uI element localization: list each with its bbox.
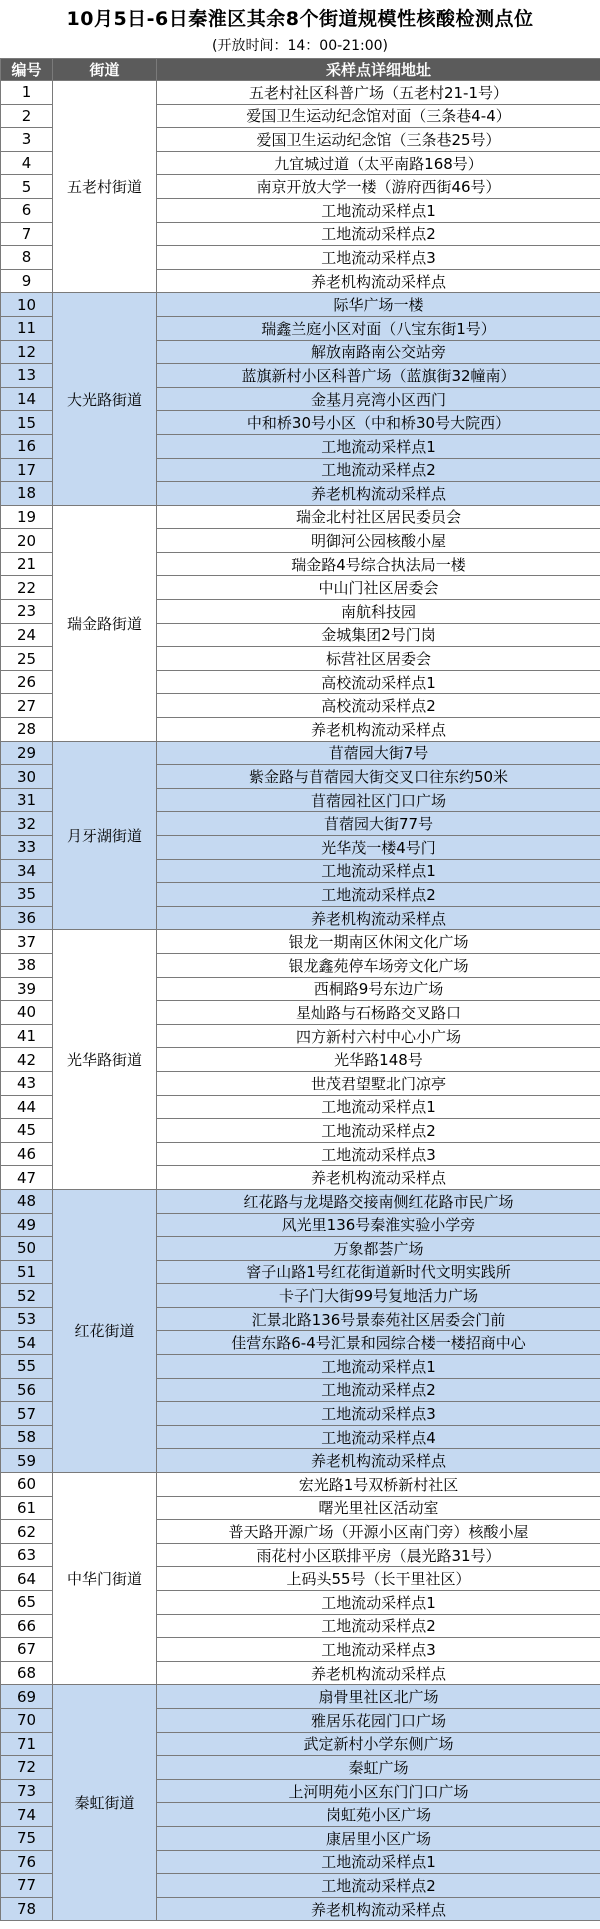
site-number-cell: 17 [1, 458, 53, 482]
page-title: 10月5日-6日秦淮区其余8个街道规模性核酸检测点位 [66, 8, 534, 30]
site-number-cell: 29 [1, 741, 53, 765]
site-number-cell: 54 [1, 1331, 53, 1355]
site-number-cell: 7 [1, 222, 53, 246]
table-row [1, 1189, 600, 1213]
site-number-cell: 22 [1, 576, 53, 600]
table-row [1, 505, 600, 529]
table-row [1, 1473, 600, 1497]
site-number-cell: 70 [1, 1708, 53, 1732]
site-address-cell: 瑞金路4号综合执法局一楼 [157, 552, 600, 576]
street-name-cell: 中华门街道 [53, 1473, 157, 1685]
site-number-cell: 24 [1, 623, 53, 647]
site-address-cell: 佳营东路6-4号汇景和园综合楼一楼招商中心 [157, 1331, 600, 1355]
street-name-cell: 瑞金路街道 [53, 505, 157, 741]
site-address-cell: 高校流动采样点1 [157, 670, 600, 694]
table-row [1, 741, 600, 765]
street-name-cell: 大光路街道 [53, 293, 157, 505]
site-address-cell: 工地流动采样点2 [157, 1119, 600, 1143]
site-number-cell: 57 [1, 1402, 53, 1426]
site-address-cell: 工地流动采样点1 [157, 1355, 600, 1379]
site-address-cell: 卡子门大街99号复地活力广场 [157, 1284, 600, 1308]
site-number-cell: 2 [1, 104, 53, 128]
site-address-cell: 养老机构流动采样点 [157, 269, 600, 293]
site-address-cell: 工地流动采样点1 [157, 198, 600, 222]
site-address-cell: 扇骨里社区北广场 [157, 1685, 600, 1709]
site-address-cell: 星灿路与石杨路交叉路口 [157, 1001, 600, 1025]
site-address-cell: 苜蓿园大街7号 [157, 741, 600, 765]
site-number-cell: 47 [1, 1166, 53, 1190]
site-number-cell: 76 [1, 1850, 53, 1874]
site-number-cell: 19 [1, 505, 53, 529]
site-number-cell: 42 [1, 1048, 53, 1072]
site-address-cell: 紫金路与苜蓿园大街交叉口往东约50米 [157, 765, 600, 789]
site-number-cell: 27 [1, 694, 53, 718]
site-address-cell: 工地流动采样点3 [157, 1402, 600, 1426]
site-number-cell: 16 [1, 434, 53, 458]
site-number-cell: 72 [1, 1756, 53, 1780]
site-address-cell: 银龙一期南区休闲文化广场 [157, 930, 600, 954]
site-number-cell: 44 [1, 1095, 53, 1119]
site-number-cell: 41 [1, 1024, 53, 1048]
site-number-cell: 62 [1, 1520, 53, 1544]
site-address-cell: 岗虹苑小区广场 [157, 1803, 600, 1827]
site-number-cell: 18 [1, 482, 53, 506]
site-address-cell: 万象都荟广场 [157, 1237, 600, 1261]
site-number-cell: 10 [1, 293, 53, 317]
site-address-cell: 养老机构流动采样点 [157, 1166, 600, 1190]
site-address-cell: 南航科技园 [157, 600, 600, 624]
street-name-cell: 光华路街道 [53, 930, 157, 1190]
site-address-cell: 四方新村六村中心小广场 [157, 1024, 600, 1048]
site-number-cell: 73 [1, 1779, 53, 1803]
site-number-cell: 58 [1, 1425, 53, 1449]
site-number-cell: 60 [1, 1473, 53, 1497]
site-number-cell: 9 [1, 269, 53, 293]
site-number-cell: 3 [1, 128, 53, 152]
site-address-cell: 普天路开源广场（开源小区南门旁）核酸小屋 [157, 1520, 600, 1544]
site-address-cell: 上码头55号（长干里社区） [157, 1567, 600, 1591]
site-number-cell: 30 [1, 765, 53, 789]
testing-sites-table [0, 58, 600, 1921]
site-address-cell: 瑞鑫兰庭小区对面（八宝东街1号） [157, 316, 600, 340]
site-address-cell: 工地流动采样点1 [157, 1095, 600, 1119]
table-body [1, 81, 600, 1921]
site-number-cell: 45 [1, 1119, 53, 1143]
table-row [1, 1685, 600, 1709]
site-number-cell: 74 [1, 1803, 53, 1827]
site-address-cell: 世茂君望墅北门凉亭 [157, 1071, 600, 1095]
site-address-cell: 工地流动采样点1 [157, 859, 600, 883]
site-number-cell: 69 [1, 1685, 53, 1709]
site-address-cell: 瑞金北村社区居民委员会 [157, 505, 600, 529]
site-address-cell: 风光里136号秦淮实验小学旁 [157, 1213, 600, 1237]
site-address-cell: 宏光路1号双桥新村社区 [157, 1473, 600, 1497]
site-number-cell: 12 [1, 340, 53, 364]
site-address-cell: 上河明苑小区东门门口广场 [157, 1779, 600, 1803]
site-number-cell: 4 [1, 151, 53, 175]
site-address-cell: 明御河公园核酸小屋 [157, 529, 600, 553]
site-address-cell: 雅居乐花园门口广场 [157, 1708, 600, 1732]
site-address-cell: 五老村社区科普广场（五老村21-1号） [157, 81, 600, 105]
site-address-cell: 红花路与龙堤路交接南侧红花路市民广场 [157, 1189, 600, 1213]
site-number-cell: 33 [1, 836, 53, 860]
street-name-cell: 秦虹街道 [53, 1685, 157, 1921]
site-address-cell: 工地流动采样点4 [157, 1425, 600, 1449]
site-number-cell: 11 [1, 316, 53, 340]
site-number-cell: 6 [1, 198, 53, 222]
site-number-cell: 52 [1, 1284, 53, 1308]
site-number-cell: 21 [1, 552, 53, 576]
site-number-cell: 14 [1, 387, 53, 411]
site-number-cell: 59 [1, 1449, 53, 1473]
site-number-cell: 67 [1, 1638, 53, 1662]
site-address-cell: 工地流动采样点1 [157, 1850, 600, 1874]
site-address-cell: 标营社区居委会 [157, 647, 600, 671]
site-number-cell: 66 [1, 1614, 53, 1638]
site-number-cell: 36 [1, 906, 53, 930]
site-address-cell: 工地流动采样点3 [157, 1142, 600, 1166]
table-row [1, 81, 600, 105]
site-address-cell: 西桐路9号东边广场 [157, 977, 600, 1001]
site-number-cell: 51 [1, 1260, 53, 1284]
site-address-cell: 金城集团2号门岗 [157, 623, 600, 647]
site-number-cell: 5 [1, 175, 53, 199]
site-number-cell: 75 [1, 1826, 53, 1850]
site-number-cell: 78 [1, 1897, 53, 1921]
table-header-row [1, 59, 600, 81]
site-address-cell: 解放南路南公交站旁 [157, 340, 600, 364]
column-header-street: 街道 [53, 59, 157, 81]
table-row [1, 293, 600, 317]
site-address-cell: 工地流动采样点2 [157, 883, 600, 907]
site-address-cell: 窨子山路1号红花街道新时代文明实践所 [157, 1260, 600, 1284]
site-address-cell: 康居里小区广场 [157, 1826, 600, 1850]
site-address-cell: 工地流动采样点2 [157, 1874, 600, 1898]
site-address-cell: 爱国卫生运动纪念馆对面（三条巷4-4） [157, 104, 600, 128]
site-address-cell: 汇景北路136号景泰苑社区居委会门前 [157, 1307, 600, 1331]
site-address-cell: 工地流动采样点3 [157, 1638, 600, 1662]
column-header-address: 采样点详细地址 [157, 59, 600, 81]
site-address-cell: 中和桥30号小区（中和桥30号大院西） [157, 411, 600, 435]
column-header-number: 编号 [1, 59, 53, 81]
street-name-cell: 红花街道 [53, 1189, 157, 1472]
site-number-cell: 65 [1, 1591, 53, 1615]
site-address-cell: 工地流动采样点1 [157, 434, 600, 458]
street-name-cell: 月牙湖街道 [53, 741, 157, 930]
site-address-cell: 养老机构流动采样点 [157, 1897, 600, 1921]
site-address-cell: 养老机构流动采样点 [157, 1449, 600, 1473]
site-number-cell: 43 [1, 1071, 53, 1095]
site-address-cell: 苜蓿园大街77号 [157, 812, 600, 836]
site-number-cell: 23 [1, 600, 53, 624]
site-address-cell: 光华茂一楼4号门 [157, 836, 600, 860]
street-name-cell: 五老村街道 [53, 81, 157, 293]
site-address-cell: 曙光里社区活动室 [157, 1496, 600, 1520]
site-number-cell: 13 [1, 364, 53, 388]
site-address-cell: 南京开放大学一楼（游府西街46号） [157, 175, 600, 199]
site-address-cell: 蓝旗新村小区科普广场（蓝旗街32幢南） [157, 364, 600, 388]
site-number-cell: 34 [1, 859, 53, 883]
table-row [1, 930, 600, 954]
site-address-cell: 爱国卫生运动纪念馆（三条巷25号） [157, 128, 600, 152]
site-address-cell: 际华广场一楼 [157, 293, 600, 317]
site-number-cell: 20 [1, 529, 53, 553]
site-address-cell: 光华路148号 [157, 1048, 600, 1072]
site-address-cell: 秦虹广场 [157, 1756, 600, 1780]
site-number-cell: 32 [1, 812, 53, 836]
site-address-cell: 工地流动采样点2 [157, 458, 600, 482]
site-number-cell: 31 [1, 788, 53, 812]
site-number-cell: 28 [1, 718, 53, 742]
site-address-cell: 武定新村小学东侧广场 [157, 1732, 600, 1756]
site-address-cell: 高校流动采样点2 [157, 694, 600, 718]
site-address-cell: 中山门社区居委会 [157, 576, 600, 600]
site-number-cell: 25 [1, 647, 53, 671]
site-number-cell: 26 [1, 670, 53, 694]
site-address-cell: 养老机构流动采样点 [157, 482, 600, 506]
site-number-cell: 39 [1, 977, 53, 1001]
site-address-cell: 工地流动采样点2 [157, 1614, 600, 1638]
site-number-cell: 46 [1, 1142, 53, 1166]
site-address-cell: 养老机构流动采样点 [157, 1661, 600, 1685]
site-address-cell: 工地流动采样点2 [157, 222, 600, 246]
site-number-cell: 49 [1, 1213, 53, 1237]
site-number-cell: 53 [1, 1307, 53, 1331]
site-number-cell: 38 [1, 953, 53, 977]
site-number-cell: 71 [1, 1732, 53, 1756]
site-address-cell: 金基月亮湾小区西门 [157, 387, 600, 411]
site-address-cell: 苜蓿园社区门口广场 [157, 788, 600, 812]
site-number-cell: 48 [1, 1189, 53, 1213]
site-address-cell: 九宜城过道（太平南路168号） [157, 151, 600, 175]
site-address-cell: 工地流动采样点3 [157, 246, 600, 270]
site-address-cell: 养老机构流动采样点 [157, 718, 600, 742]
site-number-cell: 56 [1, 1378, 53, 1402]
site-address-cell: 雨花村小区联排平房（晨光路31号） [157, 1543, 600, 1567]
site-number-cell: 37 [1, 930, 53, 954]
site-number-cell: 50 [1, 1237, 53, 1261]
site-number-cell: 15 [1, 411, 53, 435]
site-number-cell: 64 [1, 1567, 53, 1591]
site-number-cell: 77 [1, 1874, 53, 1898]
site-address-cell: 银龙鑫苑停车场旁文化广场 [157, 953, 600, 977]
site-number-cell: 63 [1, 1543, 53, 1567]
site-number-cell: 61 [1, 1496, 53, 1520]
site-number-cell: 40 [1, 1001, 53, 1025]
site-number-cell: 8 [1, 246, 53, 270]
opening-hours-subtitle: (开放时间：14：00-21:00) [212, 38, 388, 54]
site-number-cell: 35 [1, 883, 53, 907]
site-number-cell: 68 [1, 1661, 53, 1685]
site-address-cell: 工地流动采样点2 [157, 1378, 600, 1402]
site-number-cell: 1 [1, 81, 53, 105]
site-address-cell: 工地流动采样点1 [157, 1591, 600, 1615]
site-number-cell: 55 [1, 1355, 53, 1379]
site-address-cell: 养老机构流动采样点 [157, 906, 600, 930]
